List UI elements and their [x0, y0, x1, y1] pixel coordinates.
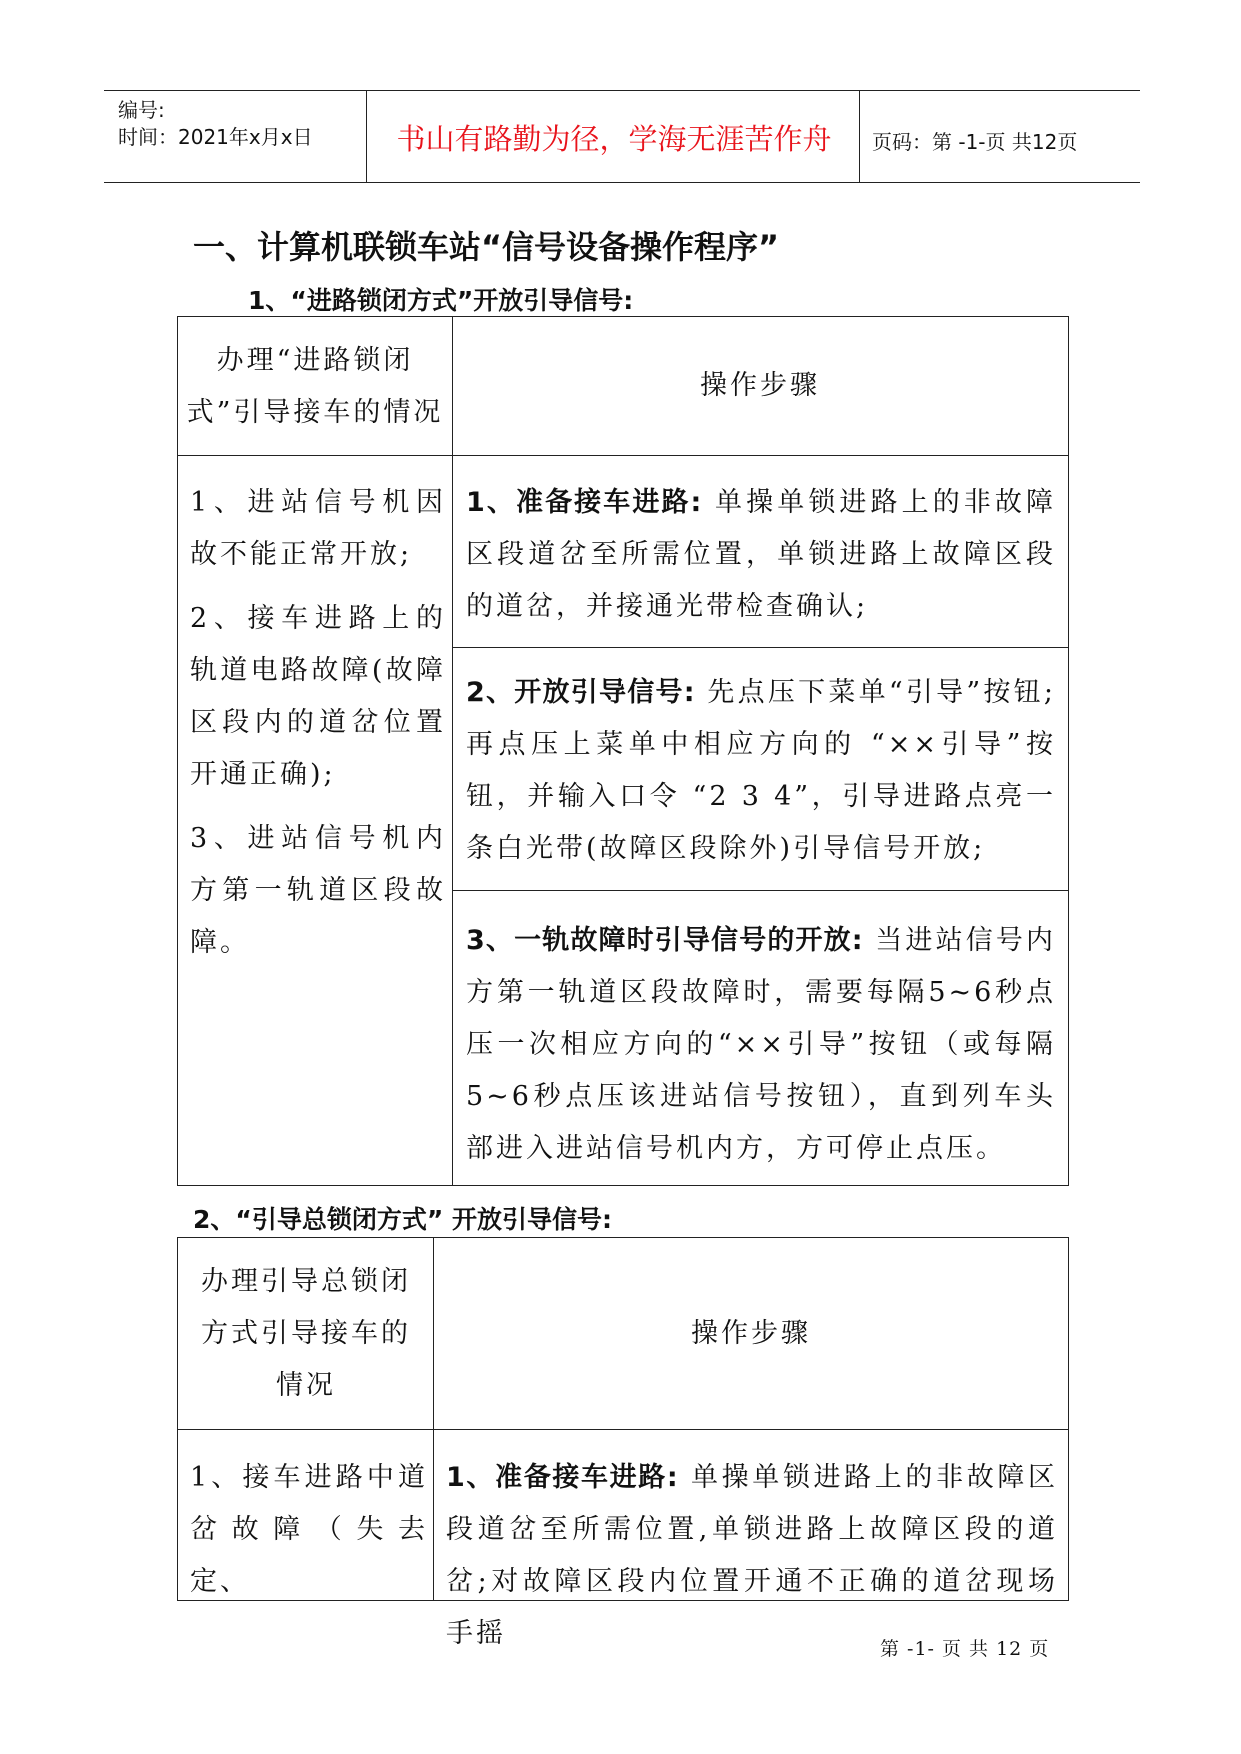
- section2-header-rule: [178, 1429, 1068, 1430]
- page-indicator: 页码：第 -1-页 共12页: [872, 130, 1078, 154]
- section1-conditions: [190, 477, 446, 969]
- section2-column-divider: [433, 1238, 434, 1600]
- section1-step-2-title: 2、开放引导信号:: [466, 677, 696, 708]
- section1-step-3-title: 3、一轨故障时引导信号的开放:: [466, 925, 864, 956]
- section2-step-1-title: 1、准备接车进路:: [446, 1462, 679, 1493]
- section1-right-header: 操作步骤: [700, 370, 820, 401]
- header-bottom-rule: [104, 182, 1140, 183]
- section1-column-divider: [452, 317, 453, 1185]
- section1-step-1-title: 1、准备接车进路:: [466, 487, 703, 518]
- header-divider-left: [366, 90, 367, 182]
- section2-step-1-text: 单操单锁进路上的非故障区段道岔至所需位置,单锁进路上故障区段的道岔;对故障区段内位置开通不正确的道岔现场手摇: [446, 1462, 1058, 1649]
- section1-step-2-text: 先点压下菜单“引导”按钮;再点压上菜单中相应方向的 “××引导”按钮，并输入口令 “2 3 4”，引导进路点亮一条白光带(故障区段除外)引导信号开放;: [466, 677, 1056, 864]
- section2-condition-1: 1、接车进路中道岔故障（失去定、: [190, 1462, 428, 1597]
- section1-table: [177, 316, 1069, 1186]
- page-footer: 第 -1- 页 共 12 页: [880, 1638, 1050, 1660]
- section2-heading: 2、“引导总锁闭方式” 开放引导信号:: [193, 1205, 612, 1234]
- section1-condition-2: 2、接车进路上的轨道电路故障(故障区段内的道岔位置开通正确);: [190, 603, 446, 790]
- section1-step-3-text: 当进站信号内方第一轨道区段故障时，需要每隔5~6秒点压一次相应方向的“××引导”按钮（或每隔5~6秒点压该进站信号按钮），直到列车头部进入进站信号机内方，方可停止点压。: [466, 925, 1056, 1164]
- section1-heading: 1、“进路锁闭方式”开放引导信号:: [248, 286, 634, 315]
- section1-header-rule: [178, 455, 1068, 456]
- section1-condition-1: 1、进站信号机因故不能正常开放;: [190, 487, 446, 570]
- section1-condition-3: 3、进站信号机内方第一轨道区段故障。: [190, 823, 446, 958]
- section2-conditions: [190, 1452, 428, 1608]
- section1-step-1: [466, 477, 1056, 633]
- header-motto: 书山有路勤为径，学海无涯苦作舟: [396, 122, 832, 156]
- section1-step-1-text: 单操单锁进路上的非故障区段道岔至所需位置，单锁进路上故障区段的道岔，并接通光带检查确认;: [466, 487, 1057, 622]
- header-divider-right: [859, 90, 860, 182]
- header-top-rule: [104, 90, 1140, 91]
- doc-time-label: 时间：2021年x月x日: [118, 125, 313, 149]
- section1-step-rule-2: [452, 890, 1068, 891]
- section1-step-2: [466, 667, 1056, 875]
- section1-step-rule-1: [452, 647, 1068, 648]
- section1-step-3: [466, 915, 1056, 1175]
- doc-number-label: 编号:: [118, 98, 165, 122]
- section2-right-header: 操作步骤: [691, 1318, 811, 1349]
- page-title: 一、计算机联锁车站“信号设备操作程序”: [193, 228, 780, 266]
- section1-left-header: 办理“进路锁闭式”引导接车的情况: [186, 345, 444, 428]
- section2-left-header: 办理引导总锁闭方式引导接车的情况: [201, 1266, 411, 1401]
